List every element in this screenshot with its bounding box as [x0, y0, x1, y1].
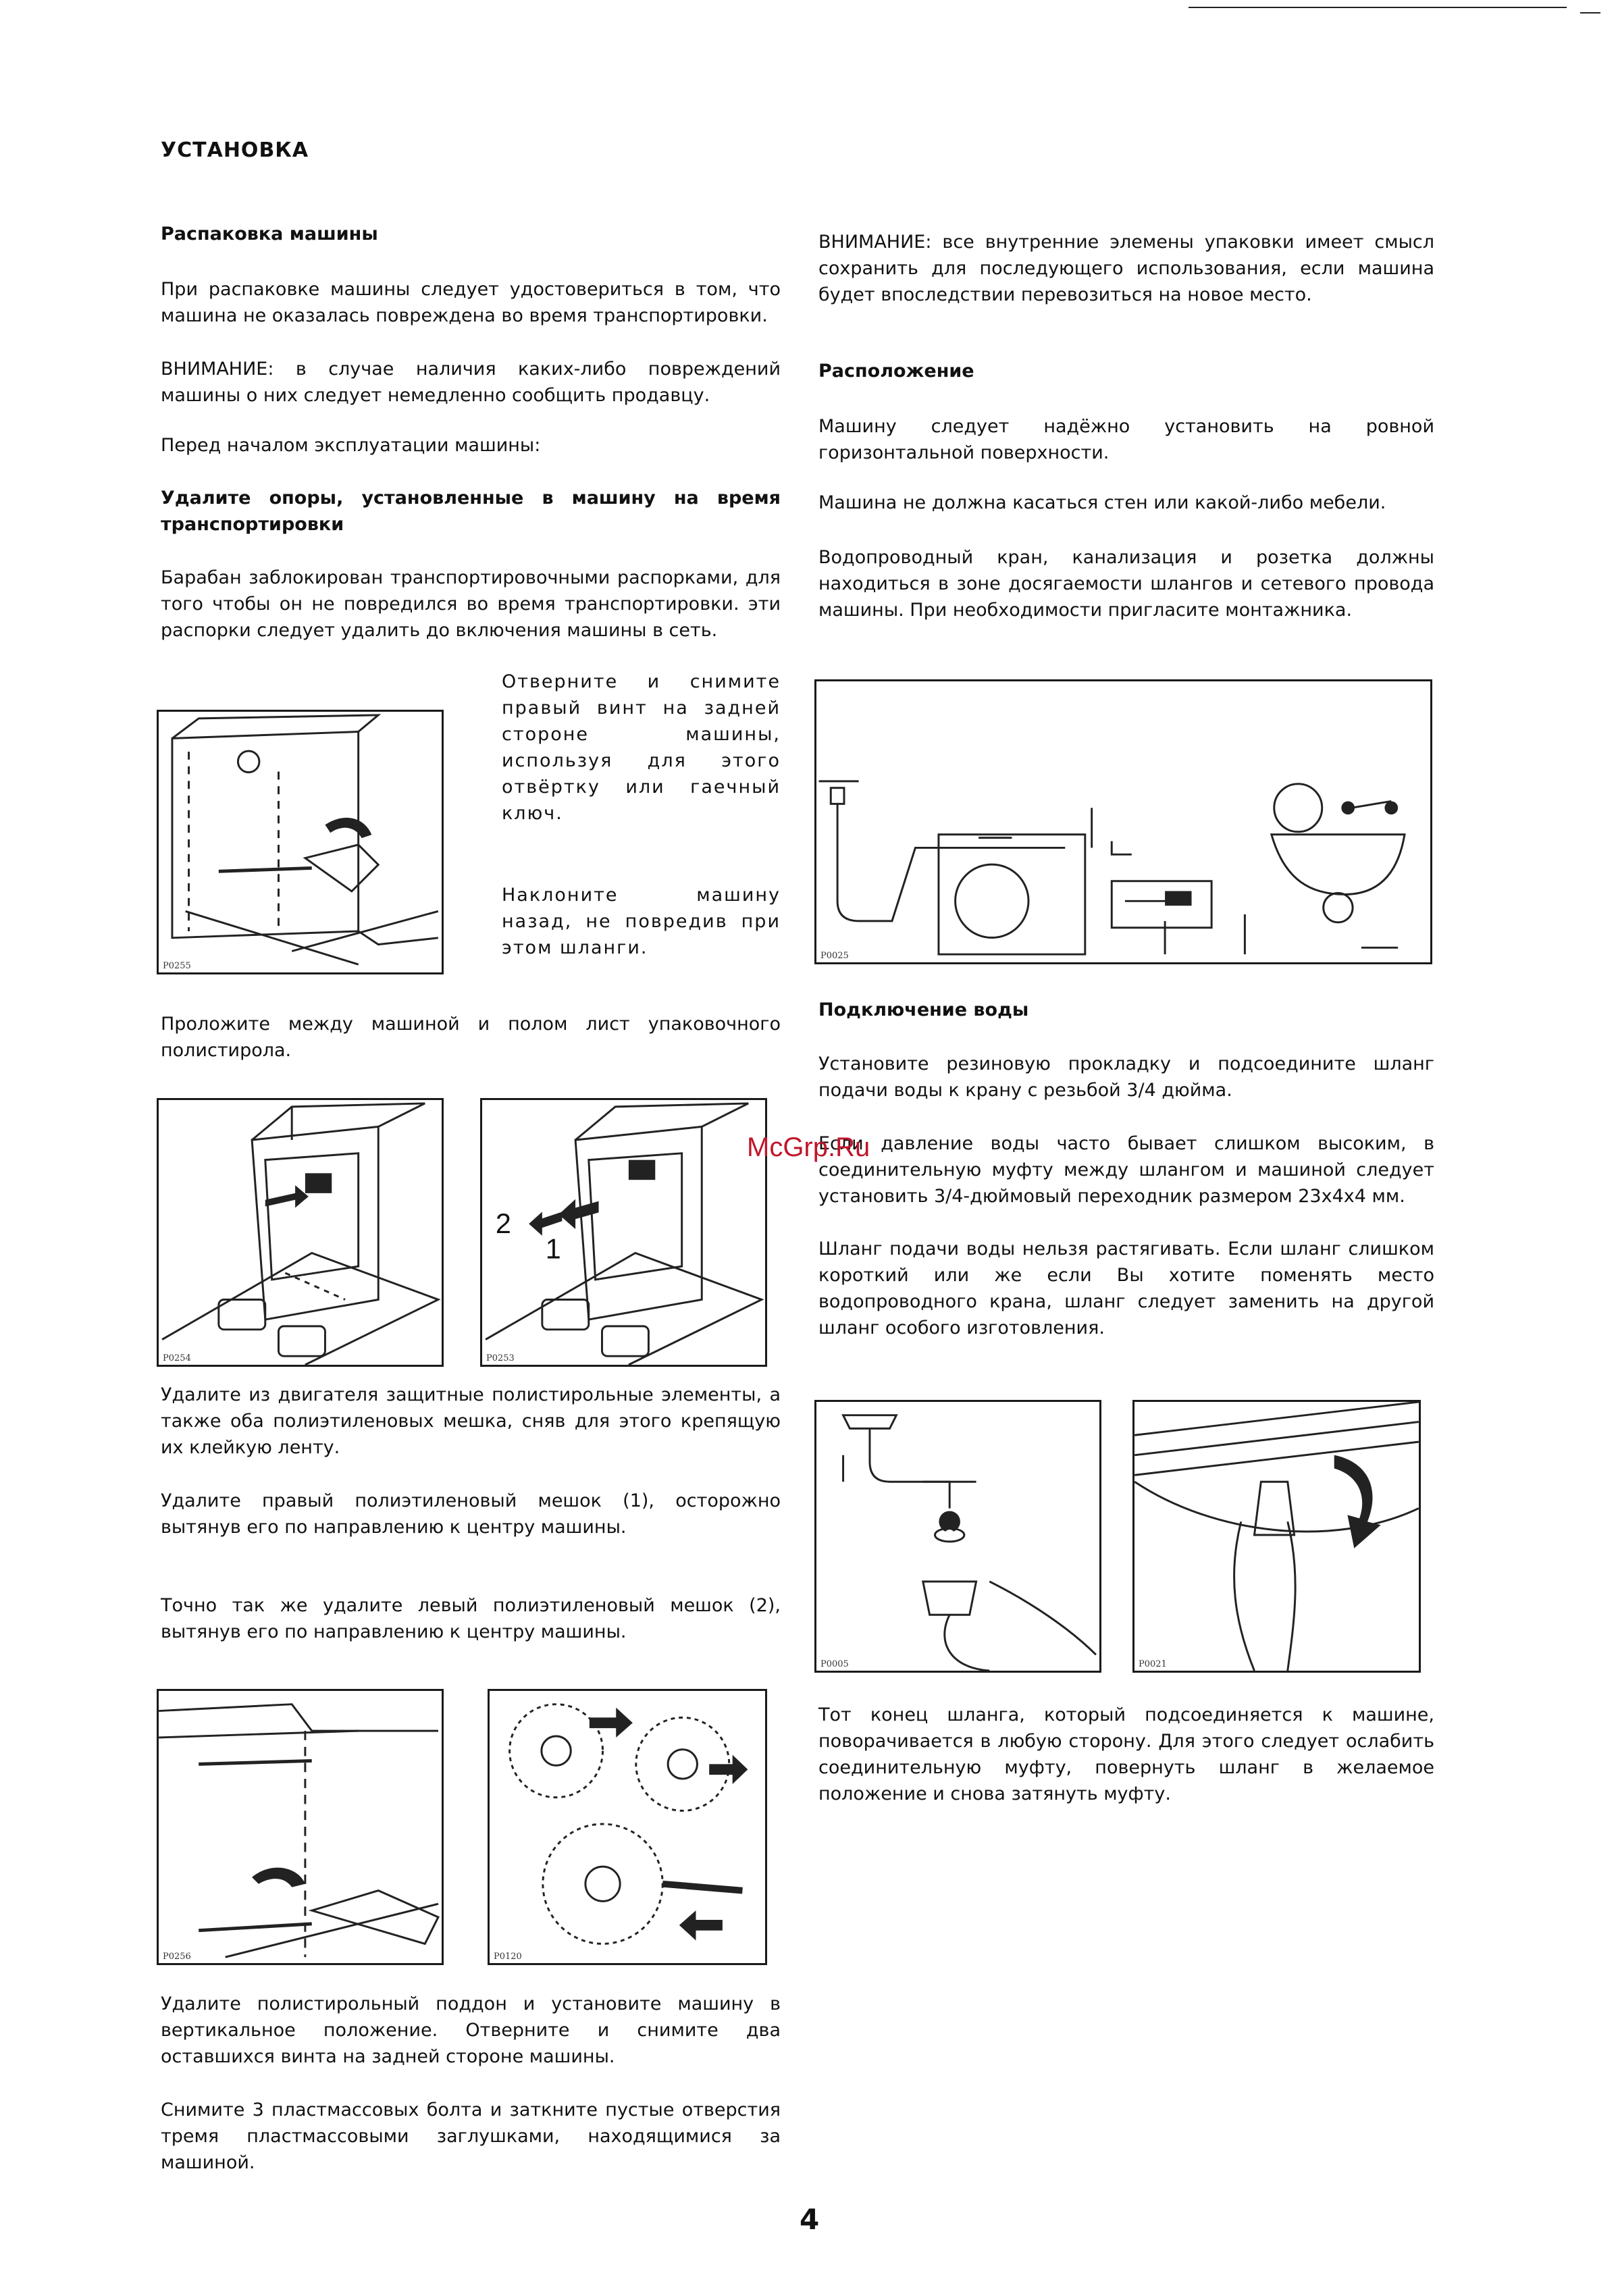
page-number: 4: [800, 2203, 820, 2236]
figure-code: P0255: [163, 961, 191, 971]
tray-instructions: Удалите полистирольный поддон и установите машину в вертикальное положение. Отверните и снимите два оставшихся винта на задней стороне машины.: [161, 1993, 781, 2067]
polystyrene-instructions: Проложите между машиной и полом лист упаковочного полистирола.: [161, 1014, 781, 1061]
figure-plastic-bolts-drawing: [490, 1691, 765, 1963]
watermark: McGrp.Ru: [747, 1132, 870, 1162]
left-bag-instructions: Точно так же удалите левый полиэтиленовый мешок (2), вытянув его по направлению к центру машины.: [161, 1595, 781, 1642]
figure-code: P0254: [163, 1353, 191, 1363]
location-p3: Водопроводный кран, канализация и розетка должны находиться в зоне досягаемости шлангов и сетевого провода машины. При необходимости пригласите монтажника.: [818, 547, 1434, 621]
location-p1: Машину следует надёжно установить на ровной горизонтальной поверхности.: [818, 416, 1434, 463]
supports-p1: Барабан заблокирован транспортировочными распорками, для того чтобы он не повредился во время транспортировки. эти распорки следует удалить до включения машины в сеть.: [161, 567, 781, 641]
figure-hose-end: [1132, 1400, 1421, 1673]
screw-instructions: Отверните и снимите правый винт на задней стороне машины, используя для этого отвёртку или гаечный ключ.: [502, 671, 781, 824]
unpack-p1: При распаковке машины следует удостовериться в том, что машина не оказалась повреждена во время транспортировки.: [161, 279, 781, 326]
bolts-instructions: Снимите 3 пластмассовых болта и заткните пустые отверстия тремя пластмассовыми заглушками, находящимися за машиной.: [161, 2099, 781, 2173]
water-p2: Если давление воды часто бывает слишком высоким, в соединительную муфту между шлангом и машиной следует установить 3/4-дюймовый переходник размером 23x4x4 мм.: [818, 1133, 1434, 1207]
figure-remove-remaining-screws: [157, 1689, 444, 1965]
figure-hose-end-drawing: [1134, 1402, 1419, 1671]
figure-installation-overview-drawing: [816, 681, 1430, 962]
hose-end-instructions: Тот конец шланга, который подсоединяется к машине, поворачивается в любую сторону. Для этого следует ослабить соединительную муфту, повернуть шланг в желаемое положение и снова затянуть муфту.: [818, 1704, 1434, 1804]
right-bag-instructions: Удалите правый полиэтиленовый мешок (1), осторожно вытянув его по направлению к центру машины.: [161, 1490, 781, 1538]
unpack-title: Распаковка машины: [161, 224, 378, 244]
top-rule: [1189, 7, 1567, 8]
page-title: УСТАНОВКА: [161, 138, 309, 162]
figure-remove-bags: [480, 1098, 767, 1367]
figure-remove-screw: [157, 710, 444, 974]
unpack-p3: Перед началом эксплуатации машины:: [161, 435, 541, 456]
figure-remove-remaining-screws-drawing: [159, 1691, 442, 1963]
figure-remove-elements: [157, 1098, 444, 1367]
figure-code: P0253: [486, 1353, 515, 1363]
tilt-instructions: Наклоните машину назад, не повредив при этом шланги.: [502, 885, 781, 958]
figure-remove-screw-drawing: [159, 712, 442, 972]
unpack-p2: ВНИМАНИЕ: в случае наличия каких-либо повреждений машины о них следует немедленно сообщить продавцу.: [161, 359, 781, 406]
figure-plastic-bolts: [488, 1689, 767, 1965]
location-p2: Машина не должна касаться стен или какой-либо мебели.: [818, 492, 1386, 513]
supports-title: Удалите опоры, установленные в машину на время транспортировки: [161, 488, 781, 535]
figure-tap-connection: [814, 1400, 1101, 1673]
figure-tap-connection-drawing: [816, 1402, 1099, 1671]
figure-code: P0021: [1139, 1659, 1167, 1669]
attention-note: ВНИМАНИЕ: все внутренние элемены упаковки имеет смысл сохранить для последующего использования, если машина будет впоследствии перевозиться на новое место.: [818, 232, 1434, 305]
remove-elements-instructions: Удалите из двигателя защитные полистирольные элементы, а также оба полиэтиленовых мешка, сняв для этого крепящую их клейкую ленту.: [161, 1384, 781, 1458]
figure-remove-bags-drawing: [482, 1100, 765, 1365]
figure-code: P0256: [163, 1952, 191, 1962]
water-p1: Установите резиновую прокладку и подсоедините шланг подачи воды к крану с резьбой 3/4 дюйма.: [818, 1053, 1434, 1101]
bag-label-2: 2: [495, 1207, 511, 1239]
location-title: Расположение: [818, 361, 974, 382]
figure-code: P0005: [820, 1659, 849, 1669]
figure-code: P0025: [820, 951, 849, 961]
water-title: Подключение воды: [818, 999, 1029, 1020]
water-p3: Шланг подачи воды нельзя растягивать. Если шланг слишком короткий или же если Вы хотите поменять место водопроводного крана, шланг следует заменить на другой шланг особого изготовления.: [818, 1238, 1434, 1338]
bag-label-1: 1: [545, 1233, 561, 1265]
figure-code: P0120: [494, 1952, 522, 1962]
figure-installation-overview: [814, 679, 1432, 964]
top-rule-short: [1580, 12, 1600, 14]
figure-remove-elements-drawing: [159, 1100, 442, 1365]
